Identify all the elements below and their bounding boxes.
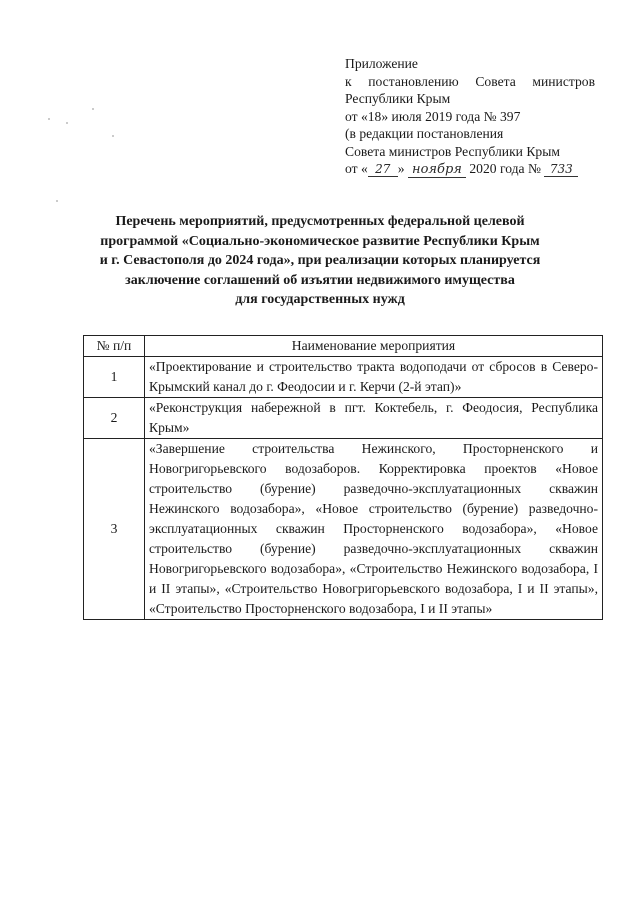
appendix-line-3: от «18» июля 2019 года № 397	[345, 108, 521, 124]
row-name: «Проектирование и строительство тракта водоподачи от сбросов в Северо-Крымский канал до г. Феодосии и г. Керчи (2-й этап)»	[145, 357, 603, 398]
title-line-2: программой «Социально-экономическое развитие Республики Крым	[100, 233, 540, 249]
header-number: № п/п	[84, 336, 145, 357]
row-name: «Реконструкция набережной в пгт. Коктебель, г. Феодосия, Республика Крым»	[145, 398, 603, 439]
appendix-date-prefix: от «	[345, 161, 368, 176]
scan-speck	[66, 122, 68, 124]
document-title	[70, 212, 570, 310]
appendix-date-quote: »	[397, 161, 405, 176]
appendix-line-6	[345, 160, 595, 178]
title-line-1: Перечень мероприятий, предусмотренных федеральной целевой	[115, 214, 525, 229]
appendix-title: Приложение	[345, 56, 418, 71]
appendix-line-5: Совета министров Республики Крым	[345, 143, 560, 159]
appendix-line-2: Республики Крым	[345, 91, 451, 106]
title-line-3: и г. Севастополя до 2024 года», при реализации которых планируется	[99, 253, 541, 268]
appendix-line-4: (в редакции постановления	[345, 126, 504, 141]
appendix-year: 2020 года №	[465, 161, 545, 176]
table-row	[84, 357, 603, 398]
title-line-4: заключение соглашений об изъятии недвижимого имущества	[125, 272, 515, 288]
events-table	[83, 335, 603, 620]
scan-speck	[112, 135, 114, 137]
table-row	[84, 439, 603, 620]
scan-speck	[48, 118, 50, 120]
handwritten-month: ноября	[408, 163, 466, 178]
table-row	[84, 398, 603, 439]
row-name: «Завершение строительства Нежинского, Просторненского и Новогригорьевского водозаборов. Корректировка проектов «Новое строительство (бурение) разведочно-эксплуатационных скважин Нежинского водозабора», «Новое строительство (бурение) разведочно-эксплуатационных скважин Просторненского водозабора», «Новое строительство (бурение) разведочно-эксплуатационных скважин Новогригорьевского водозабора», «Строительство Нежинского водозабора, I и II этапы», «Строительство Новогригорьевского водозабора, I и II этапы», «Строительство Просторненского водозабора, I и II этапы»	[145, 439, 603, 620]
appendix-line-1: к постановлению Совета министров	[345, 73, 595, 89]
scan-speck	[56, 200, 58, 202]
scan-speck	[92, 108, 94, 110]
handwritten-number: 733	[544, 162, 578, 177]
header-name: Наименование мероприятия	[145, 336, 603, 357]
row-number: 1	[84, 357, 145, 398]
handwritten-day: 27	[368, 162, 398, 177]
table-header-row	[84, 336, 603, 357]
title-line-5: для государственных нужд	[235, 292, 405, 307]
row-number: 3	[84, 439, 145, 620]
appendix-block	[345, 55, 595, 178]
row-number: 2	[84, 398, 145, 439]
